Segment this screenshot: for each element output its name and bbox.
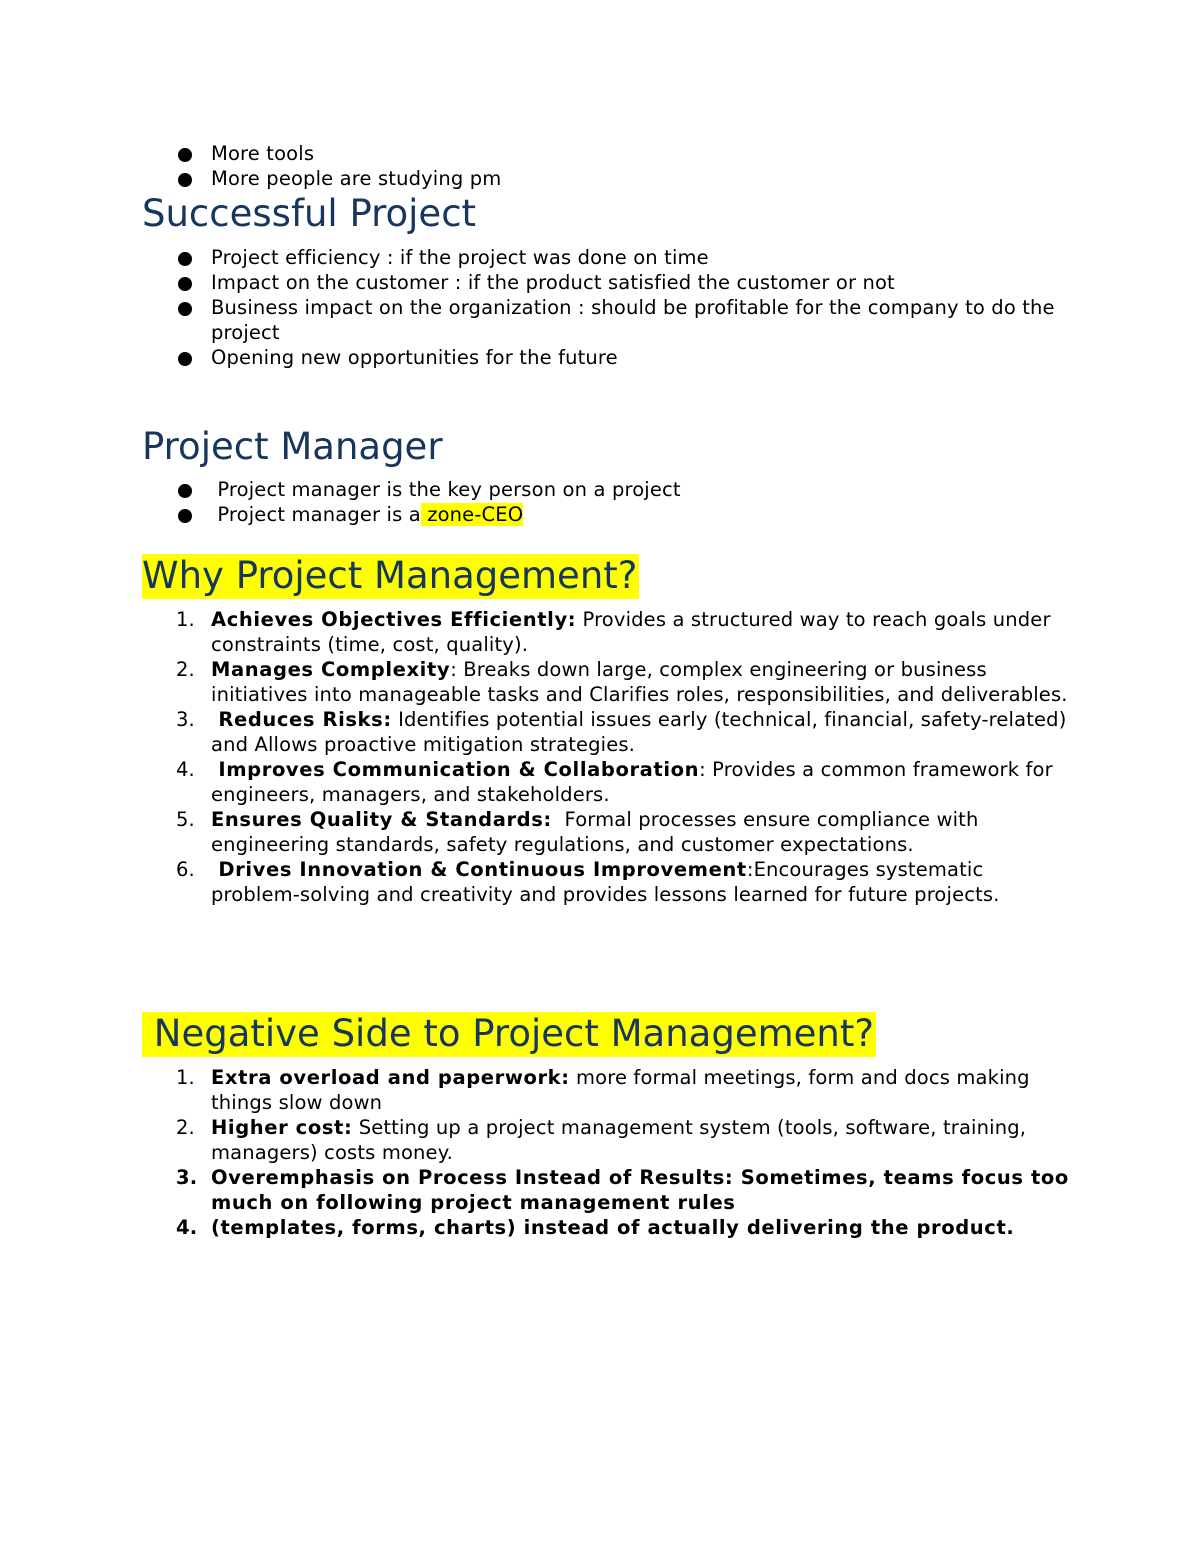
list-item: Impact on the customer : if the product satisfied the customer or not [0, 270, 1071, 295]
heading-project-manager: Project Manager [142, 425, 443, 468]
list-item: 5. Ensures Quality & Standards: Formal processes ensure compliance with engineering standards, safety regulations, and customer expectations. [176, 808, 985, 856]
list-item: 1. Achieves Objectives Efficiently: Provides a structured way to reach goals under constraints (time, cost, quality). [176, 608, 1057, 656]
list-item: 1. Extra overload and paperwork: more formal meetings, form and docs making things slow down [176, 1066, 1037, 1114]
why-pm-list [0, 607, 1200, 907]
list-item: Project efficiency : if the project was done on time [0, 245, 1071, 270]
project-manager-list [0, 477, 1200, 527]
intro-list [0, 141, 1200, 191]
highlighted-text: zone-CEO [420, 503, 524, 526]
bullet-icon [178, 509, 192, 523]
bullet-icon [178, 277, 192, 291]
list-item: More tools [0, 141, 1071, 166]
list-item: Opening new opportunities for the future [0, 345, 1071, 370]
bullet-icon [178, 302, 192, 316]
list-item: 3. Reduces Risks: Identifies potential issues early (technical, financial, safety-related) and Allows proactive mitigation strategies. [176, 708, 1073, 756]
heading-why-project-management: Why Project Management? [142, 554, 638, 597]
bullet-icon [178, 252, 192, 266]
list-item: Business impact on the organization : should be profitable for the company to do the project [0, 295, 1071, 345]
bullet-icon [178, 173, 192, 187]
list-item: 4. Improves Communication & Collaboration: Provides a common framework for engineers, managers, and stakeholders. [176, 758, 1060, 806]
list-item: 2. Manages Complexity: Breaks down large, complex engineering or business initiatives into manageable tasks and Clarifies roles, responsibilities, and deliverables. [176, 658, 1068, 706]
bullet-icon [178, 148, 192, 162]
list-item: Project manager is the key person on a project [0, 477, 1071, 502]
heading-negative-side: Negative Side to Project Management? [142, 1012, 874, 1055]
list-item: 2. Higher cost: Setting up a project management system (tools, software, training, managers) costs money. [176, 1116, 1033, 1164]
list-item: 4. (templates, forms, charts) instead of actually delivering the product. [176, 1216, 1015, 1239]
negative-pm-list [0, 1065, 1200, 1240]
bullet-icon [178, 352, 192, 366]
list-item: 3. Overemphasis on Process Instead of Results: Sometimes, teams focus too much on following project management rules [176, 1166, 1077, 1214]
list-item: Project manager is a zone-CEO [0, 502, 1071, 527]
list-item: More people are studying pm [0, 166, 1071, 191]
bullet-icon [178, 484, 192, 498]
successful-project-list [0, 245, 1200, 370]
heading-successful-project: Successful Project [142, 192, 477, 235]
list-item: 6. Drives Innovation & Continuous Improvement:Encourages systematic problem-solving and creativity and provides lessons learned for future projects. [176, 858, 1000, 906]
